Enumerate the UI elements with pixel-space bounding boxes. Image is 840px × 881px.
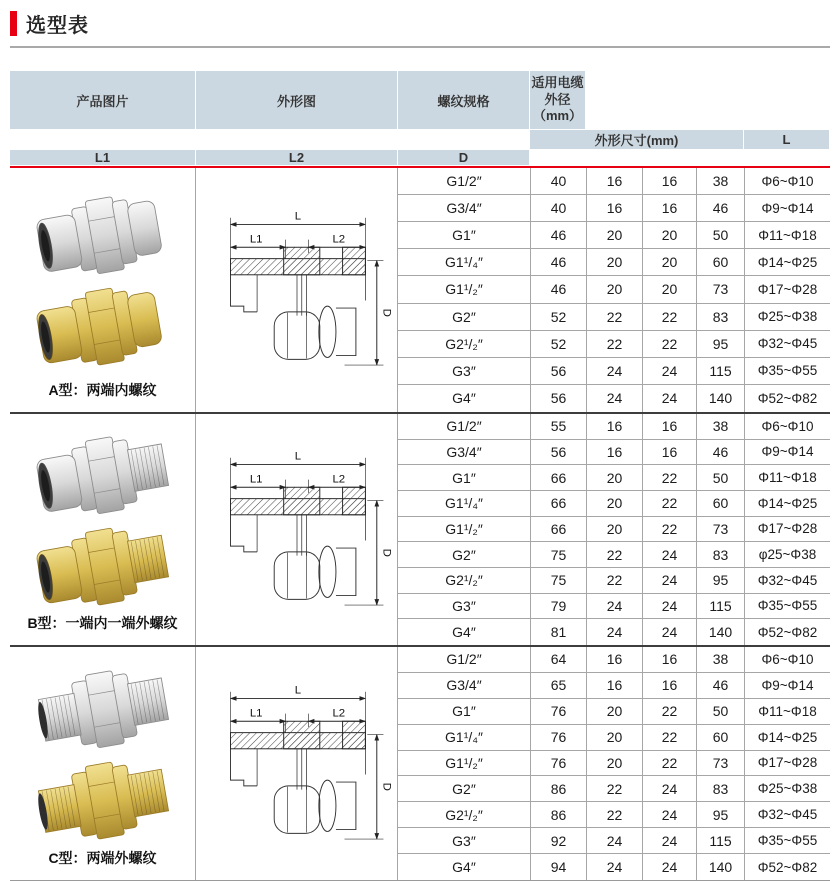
type-label: A型：两端内螺纹 <box>48 382 157 398</box>
product-photo-pair <box>28 190 177 370</box>
product-section <box>10 647 830 881</box>
cable-od-cell: Φ25~Φ38 <box>744 776 830 802</box>
dim-d-cell: 95 <box>696 802 744 828</box>
outline-drawing-cell <box>196 414 398 645</box>
dim-l2-cell: 24 <box>642 568 696 594</box>
dim-l-cell: 66 <box>530 491 586 517</box>
dim-l-cell: 94 <box>530 854 586 880</box>
cable-od-cell: Φ14~Φ25 <box>744 725 830 751</box>
dim-d-cell: 83 <box>696 304 744 331</box>
type-label: C型：两端外螺纹 <box>48 850 157 866</box>
dim-l-cell: 86 <box>530 802 586 828</box>
dim-d-cell: 38 <box>696 168 744 195</box>
dim-l-cell: 56 <box>530 440 586 466</box>
dim-l-cell: 92 <box>530 828 586 854</box>
cable-od-unit: （mm） <box>532 108 583 124</box>
dim-l1-cell: 22 <box>586 304 642 331</box>
cable-od-cell: Φ25~Φ38 <box>744 304 830 331</box>
dim-label-d: D <box>379 548 392 557</box>
dim-d-cell: 73 <box>696 276 744 303</box>
dim-l2-cell: 20 <box>642 249 696 276</box>
spec-cell: G1¹/₄″ <box>398 249 530 276</box>
dim-d-cell: 60 <box>696 249 744 276</box>
col-header-product-image: 产品图片 <box>10 71 195 129</box>
outline-drawing <box>202 205 392 375</box>
spec-cell: G2¹/₂″ <box>398 802 530 828</box>
dim-l2-cell: 22 <box>642 304 696 331</box>
dim-l1-cell: 16 <box>586 647 642 673</box>
product-image-cell <box>10 168 196 412</box>
spec-cell: G1″ <box>398 465 530 491</box>
dim-l-cell: 52 <box>530 331 586 358</box>
product-photo-pair <box>28 430 177 610</box>
spec-cell: G3/4″ <box>398 673 530 699</box>
dim-l1-cell: 24 <box>586 854 642 880</box>
cable-od-cell: Φ11~Φ18 <box>744 465 830 491</box>
dim-d-cell: 50 <box>696 222 744 249</box>
dim-d-cell: 46 <box>696 440 744 466</box>
dim-l2-cell: 20 <box>642 222 696 249</box>
col-header-dim-d: D <box>398 150 529 165</box>
col-header-thread-spec: 螺纹规格 <box>398 71 529 129</box>
cable-od-cell: Φ32~Φ45 <box>744 568 830 594</box>
dim-l1-cell: 20 <box>586 517 642 543</box>
gland-photo-brass <box>33 519 171 609</box>
dim-l1-cell: 16 <box>586 440 642 466</box>
title-divider <box>10 46 830 48</box>
dim-l1-cell: 24 <box>586 358 642 385</box>
dim-d-cell: 50 <box>696 699 744 725</box>
dim-d-cell: 140 <box>696 854 744 880</box>
product-image-cell <box>10 414 196 645</box>
dim-label-l: L <box>294 450 301 463</box>
selection-table <box>10 71 830 881</box>
cable-od-cell: Φ52~Φ82 <box>744 854 830 880</box>
dim-l-cell: 46 <box>530 249 586 276</box>
spec-cell: G3/4″ <box>398 440 530 466</box>
dim-d-cell: 115 <box>696 358 744 385</box>
dim-l1-cell: 20 <box>586 699 642 725</box>
dim-label-l1: L1 <box>249 707 262 719</box>
spec-cell: G1″ <box>398 222 530 249</box>
dim-l1-cell: 24 <box>586 385 642 412</box>
spec-cell: G1/2″ <box>398 168 530 195</box>
product-photos <box>28 659 177 848</box>
dim-d-cell: 73 <box>696 517 744 543</box>
dim-l2-cell: 22 <box>642 699 696 725</box>
dim-d-cell: 140 <box>696 385 744 412</box>
dim-l1-cell: 22 <box>586 542 642 568</box>
dim-l2-cell: 24 <box>642 619 696 645</box>
dim-l1-cell: 16 <box>586 168 642 195</box>
col-header-dim-l2: L2 <box>196 150 397 165</box>
dim-l2-cell: 24 <box>642 385 696 412</box>
dim-label-l2: L2 <box>331 707 345 719</box>
col-header-dimensions-group: 外形尺寸(mm) <box>530 130 743 149</box>
title-accent-bar <box>10 11 17 36</box>
dim-l1-cell: 20 <box>586 725 642 751</box>
cable-od-cell: Φ32~Φ45 <box>744 802 830 828</box>
spec-cell: G3″ <box>398 358 530 385</box>
spec-cell: G1¹/₄″ <box>398 725 530 751</box>
outline-drawing-cell <box>196 647 398 880</box>
dim-l-cell: 75 <box>530 542 586 568</box>
product-photos <box>28 180 177 380</box>
dim-l2-cell: 22 <box>642 751 696 777</box>
dim-l1-cell: 22 <box>586 331 642 358</box>
spec-cell: G2″ <box>398 776 530 802</box>
cable-od-cell: Φ9~Φ14 <box>744 440 830 466</box>
cable-od-cell: φ25~Φ38 <box>744 542 830 568</box>
dim-l-cell: 40 <box>530 195 586 222</box>
spec-cell: G1/2″ <box>398 647 530 673</box>
spec-cell: G1/2″ <box>398 414 530 440</box>
dim-l-cell: 64 <box>530 647 586 673</box>
cable-od-cell: Φ11~Φ18 <box>744 222 830 249</box>
spec-cell: G1″ <box>398 699 530 725</box>
dim-l1-cell: 24 <box>586 828 642 854</box>
dim-l2-cell: 24 <box>642 802 696 828</box>
spec-rows-grid <box>398 168 830 412</box>
cable-od-cell: Φ9~Φ14 <box>744 673 830 699</box>
dim-l-cell: 46 <box>530 276 586 303</box>
dim-l2-cell: 22 <box>642 517 696 543</box>
table-body <box>10 168 830 881</box>
dim-label-l1: L1 <box>249 473 262 485</box>
dim-d-cell: 50 <box>696 465 744 491</box>
col-header-dim-l1: L1 <box>10 150 195 165</box>
product-photos <box>28 426 177 613</box>
spec-cell: G2¹/₂″ <box>398 568 530 594</box>
dim-l-cell: 81 <box>530 619 586 645</box>
cable-od-cell: Φ52~Φ82 <box>744 385 830 412</box>
dim-d-cell: 46 <box>696 195 744 222</box>
dim-d-cell: 38 <box>696 414 744 440</box>
dim-d-cell: 95 <box>696 568 744 594</box>
dim-l1-cell: 20 <box>586 751 642 777</box>
dim-l-cell: 55 <box>530 414 586 440</box>
gland-photo-silver <box>33 430 171 523</box>
spec-cell: G2″ <box>398 542 530 568</box>
dim-d-cell: 140 <box>696 619 744 645</box>
dim-l2-cell: 20 <box>642 276 696 303</box>
cable-od-cell: Φ14~Φ25 <box>744 491 830 517</box>
dim-d-cell: 73 <box>696 751 744 777</box>
dim-l2-cell: 16 <box>642 168 696 195</box>
cable-od-cell: Φ52~Φ82 <box>744 619 830 645</box>
dim-d-cell: 38 <box>696 647 744 673</box>
dim-l-cell: 52 <box>530 304 586 331</box>
dim-l2-cell: 24 <box>642 776 696 802</box>
dim-l2-cell: 22 <box>642 465 696 491</box>
dim-l-cell: 40 <box>530 168 586 195</box>
dim-l2-cell: 16 <box>642 647 696 673</box>
cable-od-label: 适用电缆外径 <box>531 74 584 107</box>
dim-l-cell: 56 <box>530 385 586 412</box>
page-header <box>10 10 830 37</box>
gland-photo-brass <box>33 281 164 370</box>
cable-od-cell: Φ11~Φ18 <box>744 699 830 725</box>
dim-l1-cell: 16 <box>586 195 642 222</box>
dim-l-cell: 76 <box>530 751 586 777</box>
dim-l1-cell: 22 <box>586 568 642 594</box>
dim-l1-cell: 20 <box>586 222 642 249</box>
cable-od-cell: Φ17~Φ28 <box>744 517 830 543</box>
spec-cell: G1¹/₂″ <box>398 517 530 543</box>
spec-cell: G3″ <box>398 594 530 620</box>
product-section <box>10 168 830 414</box>
cable-od-cell: Φ32~Φ45 <box>744 331 830 358</box>
spec-cell: G2¹/₂″ <box>398 331 530 358</box>
dim-l-cell: 79 <box>530 594 586 620</box>
dim-l1-cell: 16 <box>586 414 642 440</box>
dim-label-d: D <box>379 308 392 317</box>
col-header-outline-drawing: 外形图 <box>196 71 397 129</box>
dim-d-cell: 60 <box>696 491 744 517</box>
dim-label-l2: L2 <box>331 473 345 485</box>
dim-l2-cell: 16 <box>642 440 696 466</box>
cable-od-cell: Φ17~Φ28 <box>744 276 830 303</box>
dim-label-l1: L1 <box>249 233 262 246</box>
dim-label-l: L <box>294 684 301 697</box>
dim-l-cell: 56 <box>530 358 586 385</box>
dim-d-cell: 60 <box>696 725 744 751</box>
dim-l2-cell: 24 <box>642 542 696 568</box>
dim-l2-cell: 16 <box>642 195 696 222</box>
dim-label-d: D <box>379 782 392 791</box>
gland-photo-silver <box>33 190 164 283</box>
dim-l-cell: 76 <box>530 699 586 725</box>
dim-l2-cell: 22 <box>642 331 696 358</box>
dim-l1-cell: 20 <box>586 276 642 303</box>
dim-l2-cell: 22 <box>642 725 696 751</box>
outline-drawing <box>202 679 392 849</box>
col-header-cable-od <box>530 71 585 129</box>
dim-l1-cell: 20 <box>586 491 642 517</box>
dim-l1-cell: 24 <box>586 594 642 620</box>
spec-cell: G1¹/₄″ <box>398 491 530 517</box>
dim-d-cell: 95 <box>696 331 744 358</box>
dim-l-cell: 75 <box>530 568 586 594</box>
cable-od-cell: Φ9~Φ14 <box>744 195 830 222</box>
spec-cell: G1¹/₂″ <box>398 276 530 303</box>
gland-photo-silver <box>33 664 171 757</box>
product-section <box>10 414 830 647</box>
cable-od-cell: Φ35~Φ55 <box>744 594 830 620</box>
dim-l-cell: 86 <box>530 776 586 802</box>
dim-label-l: L <box>294 210 301 223</box>
dim-l1-cell: 22 <box>586 802 642 828</box>
dim-l1-cell: 20 <box>586 465 642 491</box>
cable-od-cell: Φ6~Φ10 <box>744 647 830 673</box>
dim-l-cell: 66 <box>530 465 586 491</box>
spec-cell: G4″ <box>452 859 476 876</box>
dim-label-l2: L2 <box>331 233 345 246</box>
dim-l2-cell: 24 <box>642 854 696 880</box>
dim-l1-cell: 24 <box>586 619 642 645</box>
product-photo-pair <box>28 664 177 844</box>
dim-l2-cell: 24 <box>642 594 696 620</box>
dim-l-cell: 46 <box>530 222 586 249</box>
spec-cell: G4″ <box>452 624 476 641</box>
dim-l2-cell: 24 <box>642 358 696 385</box>
product-image-cell <box>10 647 196 880</box>
dim-l1-cell: 20 <box>586 249 642 276</box>
table-header <box>10 71 830 165</box>
spec-rows-grid <box>398 414 830 645</box>
dim-l1-cell: 16 <box>586 673 642 699</box>
cable-od-cell: Φ6~Φ10 <box>744 168 830 195</box>
type-label: B型：一端内一端外螺纹 <box>27 615 178 631</box>
cable-od-cell: Φ14~Φ25 <box>744 249 830 276</box>
cable-od-cell: Φ6~Φ10 <box>744 414 830 440</box>
dim-l2-cell: 16 <box>642 414 696 440</box>
spec-cell: G3/4″ <box>398 195 530 222</box>
spec-cell: G2″ <box>398 304 530 331</box>
dim-d-cell: 83 <box>696 542 744 568</box>
spec-cell: G1¹/₂″ <box>398 751 530 777</box>
spec-cell: G3″ <box>398 828 530 854</box>
page-title: 选型表 <box>26 15 89 37</box>
outline-drawing-cell <box>196 168 398 412</box>
dim-d-cell: 46 <box>696 673 744 699</box>
dim-d-cell: 115 <box>696 828 744 854</box>
spec-cell: G4″ <box>452 390 476 407</box>
gland-photo-brass <box>33 753 171 843</box>
dim-d-cell: 115 <box>696 594 744 620</box>
col-header-dim-l: L <box>744 130 829 149</box>
cable-od-cell: Φ35~Φ55 <box>744 828 830 854</box>
cable-od-cell: Φ35~Φ55 <box>744 358 830 385</box>
dim-l-cell: 65 <box>530 673 586 699</box>
dim-l-cell: 76 <box>530 725 586 751</box>
dim-l1-cell: 22 <box>586 776 642 802</box>
outline-drawing <box>202 445 392 615</box>
spec-rows-grid <box>398 647 830 880</box>
cable-od-cell: Φ17~Φ28 <box>744 751 830 777</box>
dim-d-cell: 83 <box>696 776 744 802</box>
dim-l-cell: 66 <box>530 517 586 543</box>
dim-l2-cell: 24 <box>642 828 696 854</box>
dim-l2-cell: 16 <box>642 673 696 699</box>
dim-l2-cell: 22 <box>642 491 696 517</box>
